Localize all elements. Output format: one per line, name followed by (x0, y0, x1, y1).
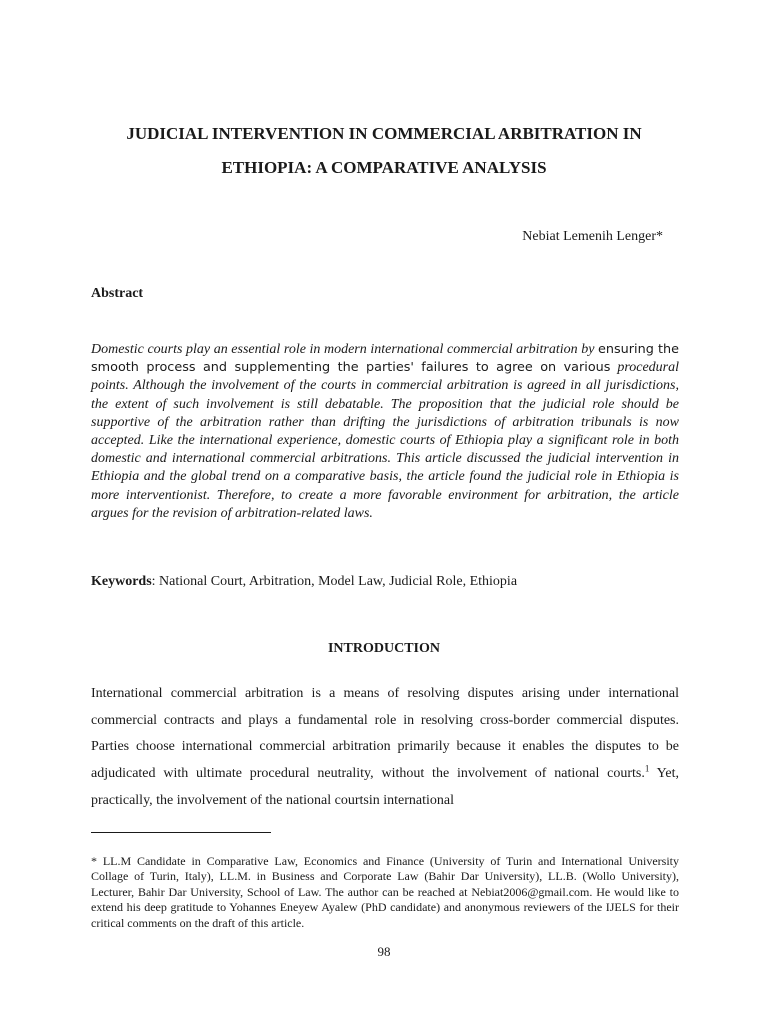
intro-text-1: International commercial arbitration is a means of resolving disputes arising under international commercial contracts and plays a fundamental role in resolving cross-border commercial disputes. Parties choose international commercial arbitration primarily because it enables the disputes to be adjudicated with ultimate procedural neutrality, without the involvement of national courts. (91, 686, 679, 782)
footnote-reference[interactable]: 1 (644, 763, 650, 774)
abstract-heading: Abstract (91, 286, 144, 301)
introduction-paragraph (91, 681, 679, 815)
paper-title-line-1: JUDICIAL INTERVENTION IN COMMERCIAL ARBITRATION IN (126, 124, 642, 143)
footnote-separator (91, 832, 271, 833)
keywords-label: Keywords (91, 574, 152, 589)
abstract-part-2: ensuring the smooth process and supplementing the parties' failures to agree on various (91, 342, 679, 376)
abstract-text (91, 341, 679, 523)
keywords-list: : National Court, Arbitration, Model Law, Judicial Role, Ethiopia (151, 574, 518, 589)
abstract-part-3: procedural points. Although the involvement of the courts in commercial arbitration is agreed in all jurisdictions, the extent of such involvement is still debatable. The proposition that the judicial role should be supportive of the arbitration rather than drifting the jurisdictions of arbitration tribunals is now accepted. Like the international experience, domestic courts of Ethiopia play a significant role in both domestic and international commercial arbitrations. This article discussed the judicial intervention in Ethiopia and the global trend on a comparative basis, the article found the judicial role in Ethiopia is more interventionist. Therefore, to create a more favorable environment for arbitration, the article argues for the revision of arbitration-related laws. (91, 360, 680, 521)
introduction-heading: INTRODUCTION (327, 641, 440, 656)
abstract-part-1: Domestic courts play an essential role in modern international commercial arbitration by (91, 342, 595, 357)
paper-title-line-2: ETHIOPIA: A COMPARATIVE ANALYSIS (221, 158, 547, 177)
author-name: Nebiat Lemenih Lenger* (522, 229, 663, 244)
page-number: 98 (377, 944, 391, 959)
intro-text-2: Yet, practically, the involvement of the national courtsin international (91, 766, 679, 808)
keywords-line (91, 574, 517, 590)
author-footnote: * LL.M Candidate in Comparative Law, Economics and Finance (University of Turin and International University Collage of Turin, Italy), LL.M. in Business and Corporate Law (Bahir Dar University), LL.B. (Wollo University), Lecturer, Bahir Dar University, School of Law. The author can be reached at Nebiat2006@gmail.com. He would like to extend his deep gratitude to Yohannes Eneyew Ayalew (PhD candidate) and anonymous reviewers of the IJELS for their critical comments on the draft of this article. (91, 854, 679, 930)
